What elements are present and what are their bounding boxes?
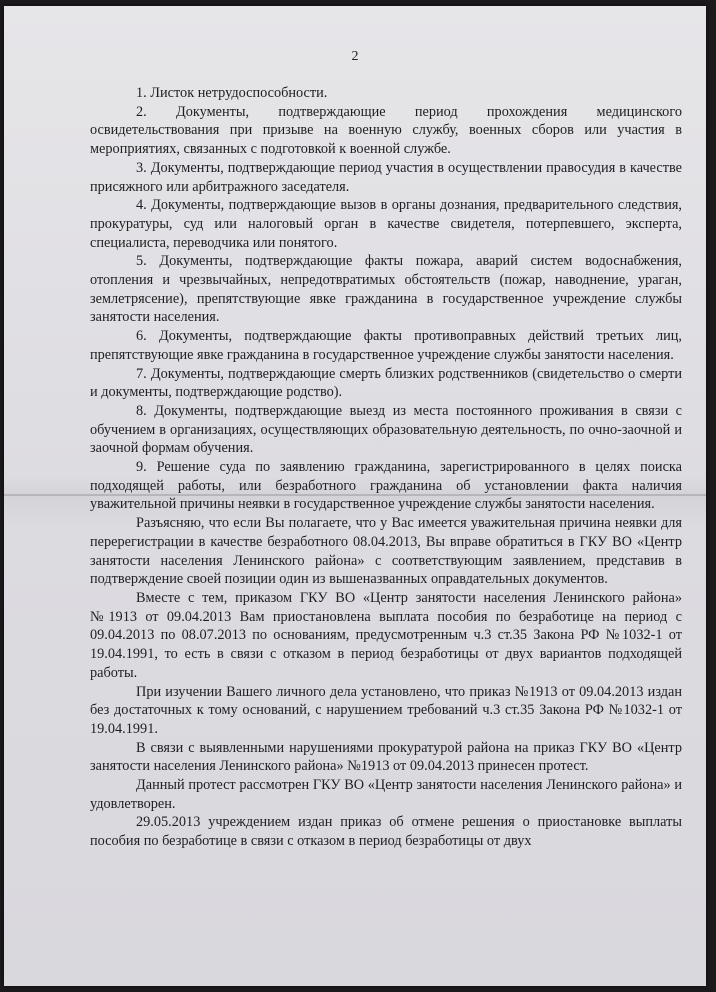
paragraph-7: 7. Документы, подтверждающие смерть близких родственников (свидетельство о смерти и документы, подтверждающие родство). [90,365,682,401]
page-number: 2 [351,49,359,64]
paragraph-9: 9. Решение суда по заявлению гражданина, зарегистрированного в целях поиска подходящей работы, или безработного гражданина об установлении факта наличия уважительной причины неявки в государственное учреждение службы занятости населения. [90,459,682,513]
paragraph-6: 6. Документы, подтверждающие факты противоправных действий третьих лиц, препятствующие явке гражданина в государственное учреждение службы занятости населения. [90,328,682,363]
paragraph-cancellation: 29.05.2013 учреждением издан приказ об отмене решения о приостановке выплаты пособия по безработице в связи с отказом в период безработицы от двух [90,814,682,850]
paragraph-case-review: При изучении Вашего личного дела установлено, что приказ №1913 от 09.04.2013 издан без достаточных к тому оснований, с нарушением требований ч.3 ст.35 Закона РФ №1032-1 от 19.04.1991. [90,683,682,737]
paragraph-8: 8. Документы, подтверждающие выезд из места постоянного проживания в связи с обучением в организациях, осуществляющих образовательную деятельность, по очно-заочной и заочной формам обучения. [90,402,682,457]
document-page [4,6,706,986]
paragraph-3: 3. Документы, подтверждающие период участия в осуществлении правосудия в качестве присяжного или арбитражного заседателя. [90,159,682,195]
paragraph-2: 2. Документы, подтверждающие период прохождения медицинского освидетельствования при призыве на военную службу, военных сборов или участия в мероприятиях, связанных с подготовкой к военной службе. [90,103,682,158]
document-body [90,84,682,851]
paragraph-protest-result: Данный протест рассмотрен ГКУ ВО «Центр занятости населения Ленинского района» и удовлетворен. [90,777,682,812]
paragraph-protest: В связи с выявленными нарушениями прокуратурой района на приказ ГКУ ВО «Центр занятости населения Ленинского района» №1913 от 09.04.2013 принесен протест. [90,739,682,775]
paragraph-4: 4. Документы, подтверждающие вызов в органы дознания, предварительного следствия, прокуратуры, суд или налоговый орган в качестве свидетеля, потерпевшего, эксперта, специалиста, переводчика или понятого. [90,197,682,251]
paragraph-1: 1. Листок нетрудоспособности. [136,85,328,101]
paragraph-5: 5. Документы, подтверждающие факты пожара, аварий систем водоснабжения, отопления и чрезвычайных, непредотвратимых обстоятельств (пожар, наводнение, ураган, землетрясение), препятствующие явке гражданина в государственное учреждение службы занятости населения. [90,253,682,326]
paragraph-explanation: Разъясняю, что если Вы полагаете, что у Вас имеется уважительная причина неявки для перерегистрации в качестве безработного 08.04.2013, Вы вправе обратиться в ГКУ ВО «Центр занятости населения Ленинского района» с соответствующим заявлением, представив в подтверждение своей позиции один из вышеназванных оправдательных документов. [90,515,682,588]
paragraph-order-1913: Вместе с тем, приказом ГКУ ВО «Центр занятости населения Ленинского района» №1913 от 09.04.2013 Вам приостановлена выплата пособия по безработице на период с 09.04.2013 по 08.07.2013 по основаниям, предусмотренным ч.3 ст.35 Закона РФ №1032-1 от 19.04.1991, то есть в связи с отказом в период безработицы от двух вариантов подходящей работы. [90,589,682,681]
